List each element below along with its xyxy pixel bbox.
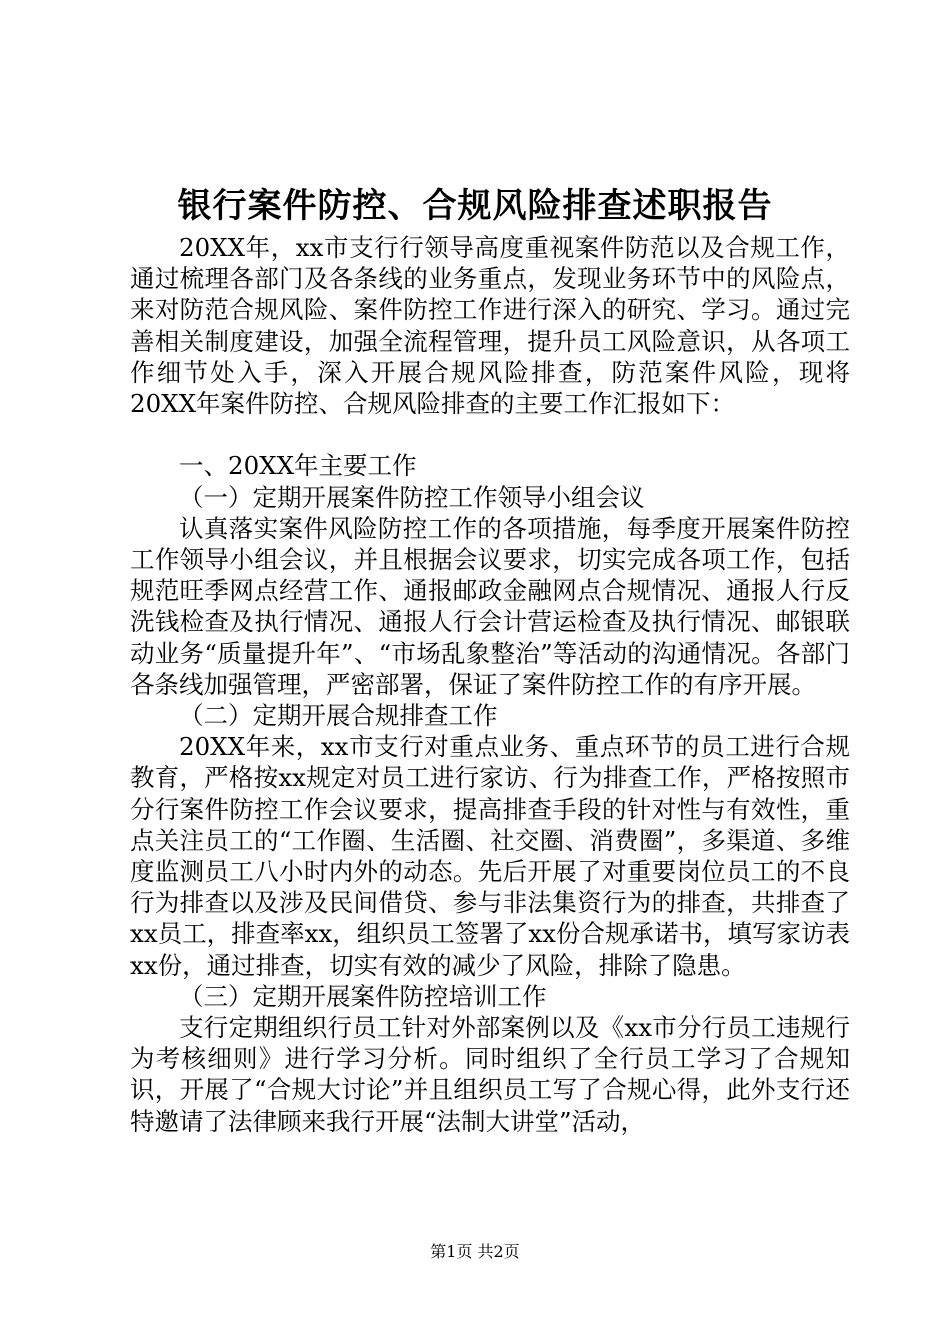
document-body [130, 232, 850, 1137]
section-heading: 一、20XX年主要工作 [179, 451, 417, 481]
blank-line [130, 419, 850, 450]
document-title: 银行案件防控、合规风险排查述职报告 [177, 186, 773, 226]
intro-paragraph: 20XX年，xx市支行行领导高度重视案件防范以及合规工作，通过梳理各部门及各条线的业务重点，发现业务环节中的风险点，来对防范合规风险、案件防控工作进行深入的研究、学习。通过完善相关制度建设，加强全流程管理，提升员工风险意识，从各项工作细节处入手，深入开展合规风险排查，防范案件风险，现将20XX年案件防控、合规风险排查的主要工作汇报如下： [130, 233, 850, 419]
body-paragraph: 20XX年来，xx市支行对重点业务、重点环节的员工进行合规教育，严格按xx规定对员工进行家访、行为排查工作，严格按照市分行案件防控工作会议要求，提高排查手段的针对性与有效性，重点关注员工的“工作圈、生活圈、社交圈、消费圈”，多渠道、多维度监测员工八小时内外的动态。先后开展了对重要岗位员工的不良行为排查以及涉及民间借贷、参与非法集资行为的排查，共排查了xx员工，排查率xx，组织员工签署了xx份合规承诺书，填写家访表xx份，通过排查，切实有效的减少了风险，排除了隐患。 [130, 732, 850, 980]
body-paragraph: 认真落实案件风险防控工作的各项措施，每季度开展案件防控工作领导小组会议，并且根据会议要求，切实完成各项工作，包括规范旺季网点经营工作、通报邮政金融网点合规情况、通报人行反洗钱检查及执行情况、通报人行会计营运检查及执行情况、邮银联动业务“质量提升年”、“市场乱象整治”等活动的沟通情况。各部门各条线加强管理，严密部署，保证了案件防控工作的有序开展。 [130, 513, 850, 699]
subsection-heading: （一）定期开展案件防控工作领导小组会议 [179, 482, 645, 512]
subsection-heading: （三）定期开展案件防控培训工作 [179, 981, 547, 1011]
body-paragraph: 支行定期组织行员工针对外部案例以及《xx市分行员工违规行为考核细则》进行学习分析。同时组织了全行员工学习了合规知识，开展了“合规大讨论”并且组织员工写了合规心得，此外支行还特邀请了法律顾来我行开展“法制大讲堂”活动， [130, 1013, 850, 1136]
subsection-heading: （二）定期开展合规排查工作 [179, 701, 498, 731]
page-footer: 第1页 共2页 [430, 1242, 520, 1261]
